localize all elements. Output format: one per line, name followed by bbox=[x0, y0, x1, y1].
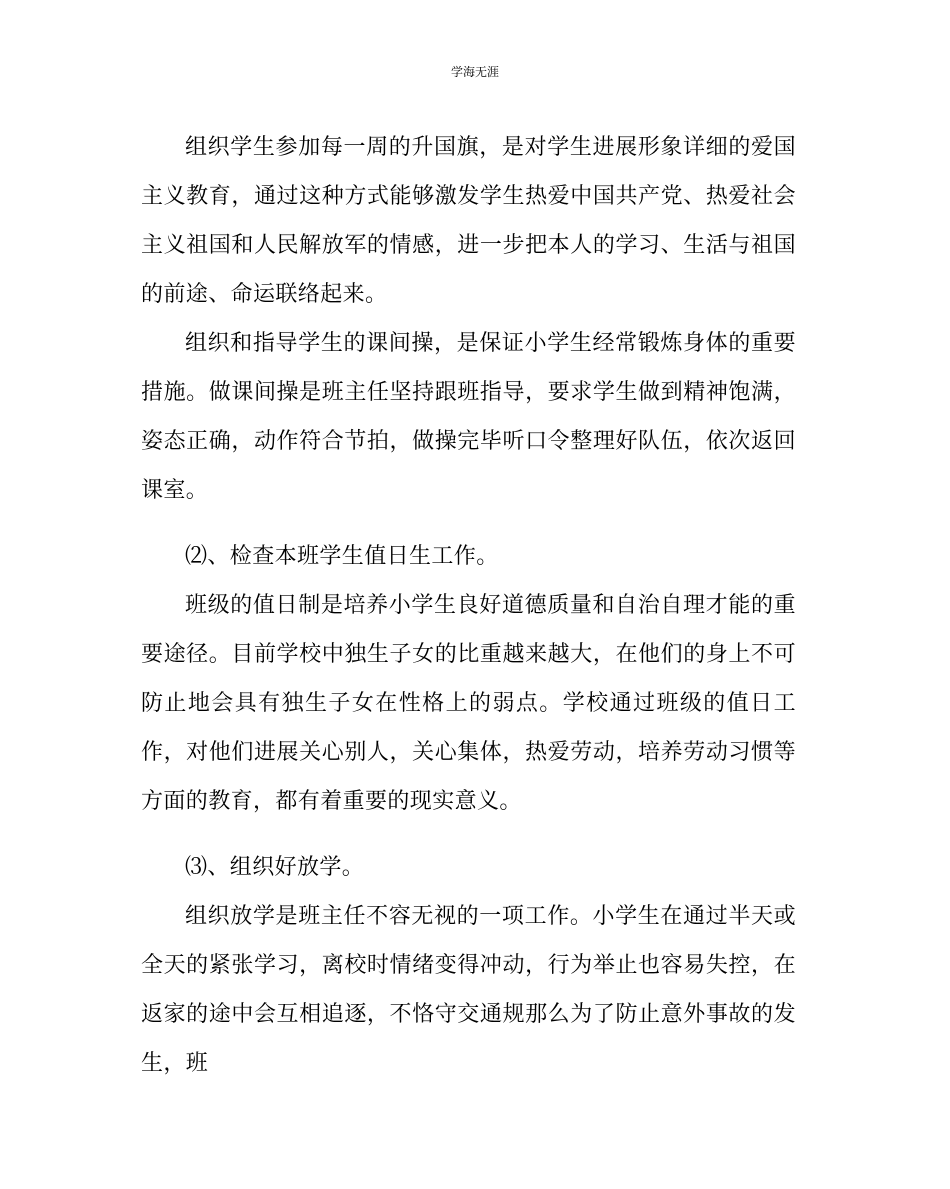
spacer bbox=[141, 826, 796, 843]
section-heading-duty: ⑵、检查本班学生值日生工作。 bbox=[185, 544, 499, 569]
paragraph-exercises: 组织和指导学生的课间操，是保证小学生经常锻炼身体的重要措施。做课间操是班主任坚持跟班指导，要求学生做到精神饱满，姿态正确，动作符合节拍，做操完毕听口令整理好队伍，依次返回课室。 bbox=[141, 331, 796, 503]
paragraph-dismissal: 组织放学是班主任不容无视的一项工作。小学生在通过半天或全天的紧张学习，离校时情绪变得冲动，行为举止也容易失控，在返家的途中会互相追逐，不恪守交通规那么为了防止意外事故的发生，班 bbox=[141, 904, 796, 1076]
paragraph-duty-system: 班级的值日制是培养小学生良好道德质量和自治自理才能的重要途径。目前学校中独生子女的比重越来越大，在他们的身上不可防止地会具有独生子女在性格上的弱点。学校通过班级的值日工作，对他们进展关心别人，关心集体，热爱劳动，培养劳动习惯等方面的教育，都有着重要的现实意义。 bbox=[141, 593, 796, 814]
section-heading-dismissal: ⑶、组织好放学。 bbox=[185, 855, 365, 880]
document-body bbox=[141, 123, 796, 1088]
spacer bbox=[141, 515, 796, 532]
paragraph-flag-raising: 组织学生参加每一周的升国旗，是对学生进展形象详细的爱国主义教育，通过这种方式能够激发学生热爱中国共产党、热爱社会主义祖国和人民解放军的情感，进一步把本人的学习、生活与祖国的前途、命运联络起来。 bbox=[141, 135, 796, 307]
page-header: 学海无涯 bbox=[450, 65, 499, 79]
